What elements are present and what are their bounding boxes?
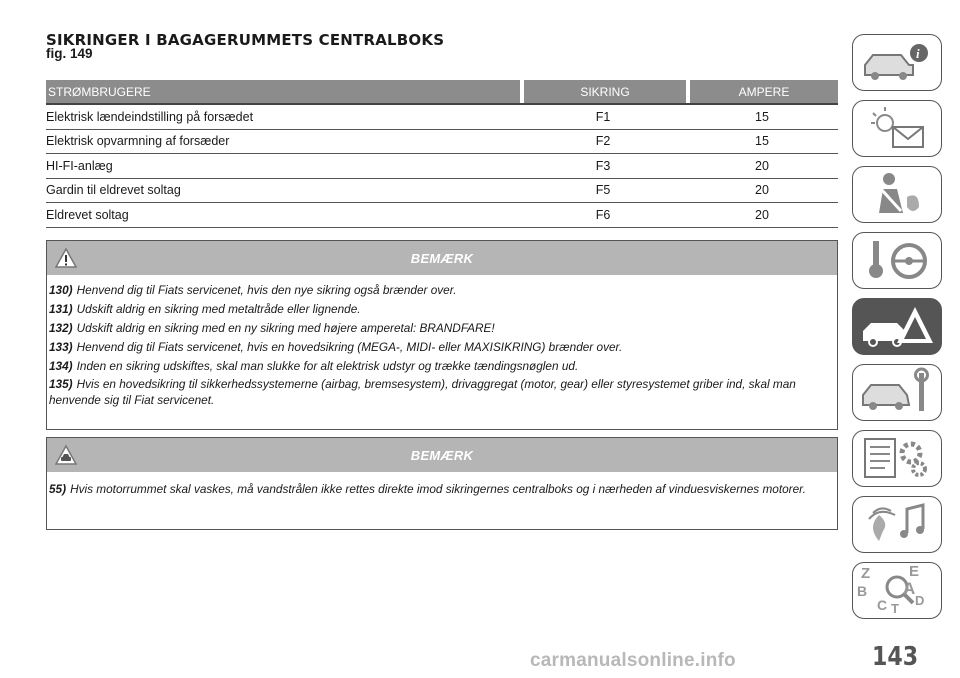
- table-row: [46, 179, 838, 204]
- note-item: 130) Henvend dig til Fiats servicenet, hvis den nye sikring også brænder over.: [49, 283, 457, 297]
- note-item: 55) Hvis motorrummet skal vaskes, må vandstrålen ikke rettes direkte imod sikringernes centralboks og i nærheden af vinduesviskernes motorer.: [49, 482, 806, 496]
- warning-triangle-icon: [55, 247, 77, 269]
- svg-text:i: i: [916, 46, 920, 61]
- note-body: [47, 275, 837, 414]
- seatbelt-airbag-icon: [853, 167, 941, 221]
- cell-fuse: F3: [595, 158, 611, 173]
- cell-fuse: F6: [595, 207, 611, 222]
- note-item: 135) Hvis en hovedsikring til sikkerhedssystemerne (airbag, bremsesystem), drivaggregat (motor, gear) eller styresystemet griber ind, skal man henvende sig til Fiat servicenet.: [49, 377, 796, 407]
- cell-ampere: 20: [755, 207, 769, 222]
- chapter-tabs: [852, 34, 944, 628]
- note-item: 131) Udskift aldrig en sikring med metaltråde eller lignende.: [49, 302, 361, 316]
- cell-ampere: 20: [755, 183, 769, 198]
- cell-ampere: 20: [755, 158, 769, 173]
- cell-fuse: F5: [595, 183, 611, 198]
- note-header: [47, 241, 837, 275]
- tab-seatbelt-airbag[interactable]: [852, 166, 942, 223]
- section-title: SIKRINGER I BAGAGERUMMETS CENTRALBOKS: [46, 31, 445, 49]
- tab-index[interactable]: [852, 562, 942, 619]
- fuse-table: [46, 80, 838, 228]
- table-header: [46, 80, 838, 103]
- column-header-fuse: SIKRING: [524, 80, 686, 103]
- care-note-box: [46, 437, 838, 530]
- tab-multimedia[interactable]: [852, 496, 942, 553]
- tab-key-steering[interactable]: [852, 232, 942, 289]
- tab-specifications[interactable]: [852, 430, 942, 487]
- cell-ampere: 15: [755, 109, 769, 124]
- warning-lights-icon: [853, 101, 941, 155]
- cell-consumer: Eldrevet soltag: [46, 207, 129, 222]
- cell-fuse: F2: [595, 134, 611, 149]
- index-letter: E: [909, 563, 920, 580]
- specifications-gear-icon: [853, 431, 941, 485]
- cell-ampere: 15: [755, 134, 769, 149]
- note-item: 133) Henvend dig til Fiats servicenet, hvis en hovedsikring (MEGA-, MIDI- eller MAXISIKRING) brænder over.: [49, 340, 623, 354]
- tab-breakdown[interactable]: [852, 298, 942, 355]
- figure-reference: fig. 149: [46, 46, 93, 61]
- note-item: 134) Inden en sikring udskiftes, skal man slukke for alt elektrisk udstyr og trække tændingsnøglen ud.: [49, 359, 579, 373]
- car-care-icon: [55, 444, 77, 466]
- car-info-icon: [853, 35, 941, 89]
- cell-consumer: Gardin til eldrevet soltag: [46, 183, 181, 198]
- table-row: [46, 105, 838, 130]
- warning-note-box: [46, 240, 838, 430]
- cell-consumer: Elektrisk opvarmning af forsæder: [46, 134, 230, 149]
- watermark: carmanualsonline.info: [530, 650, 736, 671]
- cell-consumer: Elektrisk lændeindstilling på forsædet: [46, 109, 254, 124]
- tab-warning-lights[interactable]: [852, 100, 942, 157]
- multimedia-icon: [853, 497, 941, 551]
- note-label: BEMÆRK: [410, 447, 474, 463]
- column-header-ampere: AMPERE: [690, 80, 838, 103]
- table-row: [46, 154, 838, 179]
- cell-fuse: F1: [595, 109, 611, 124]
- car-maintenance-icon: [853, 365, 941, 419]
- table-row: [46, 203, 838, 228]
- index-letter: T: [891, 601, 899, 616]
- table-row: [46, 130, 838, 155]
- note-label: BEMÆRK: [410, 250, 474, 266]
- note-body: [47, 472, 837, 504]
- tab-maintenance[interactable]: [852, 364, 942, 421]
- breakdown-warning-icon: [853, 299, 941, 353]
- index-letter: B: [857, 583, 868, 599]
- index-letter: Z: [861, 565, 871, 582]
- page-number: 143: [872, 642, 919, 672]
- note-header: [47, 438, 837, 472]
- cell-consumer: HI-FI-anlæg: [46, 158, 113, 173]
- index-letter: D: [915, 593, 925, 608]
- index-letter: A: [903, 579, 916, 598]
- index-letter: C: [877, 597, 888, 613]
- tab-car-info[interactable]: [852, 34, 942, 91]
- key-steering-wheel-icon: [853, 233, 941, 287]
- column-header-consumers: STRØMBRUGERE: [46, 80, 520, 103]
- note-item: 132) Udskift aldrig en sikring med en ny sikring med højere amperetal: BRANDFARE!: [49, 321, 495, 335]
